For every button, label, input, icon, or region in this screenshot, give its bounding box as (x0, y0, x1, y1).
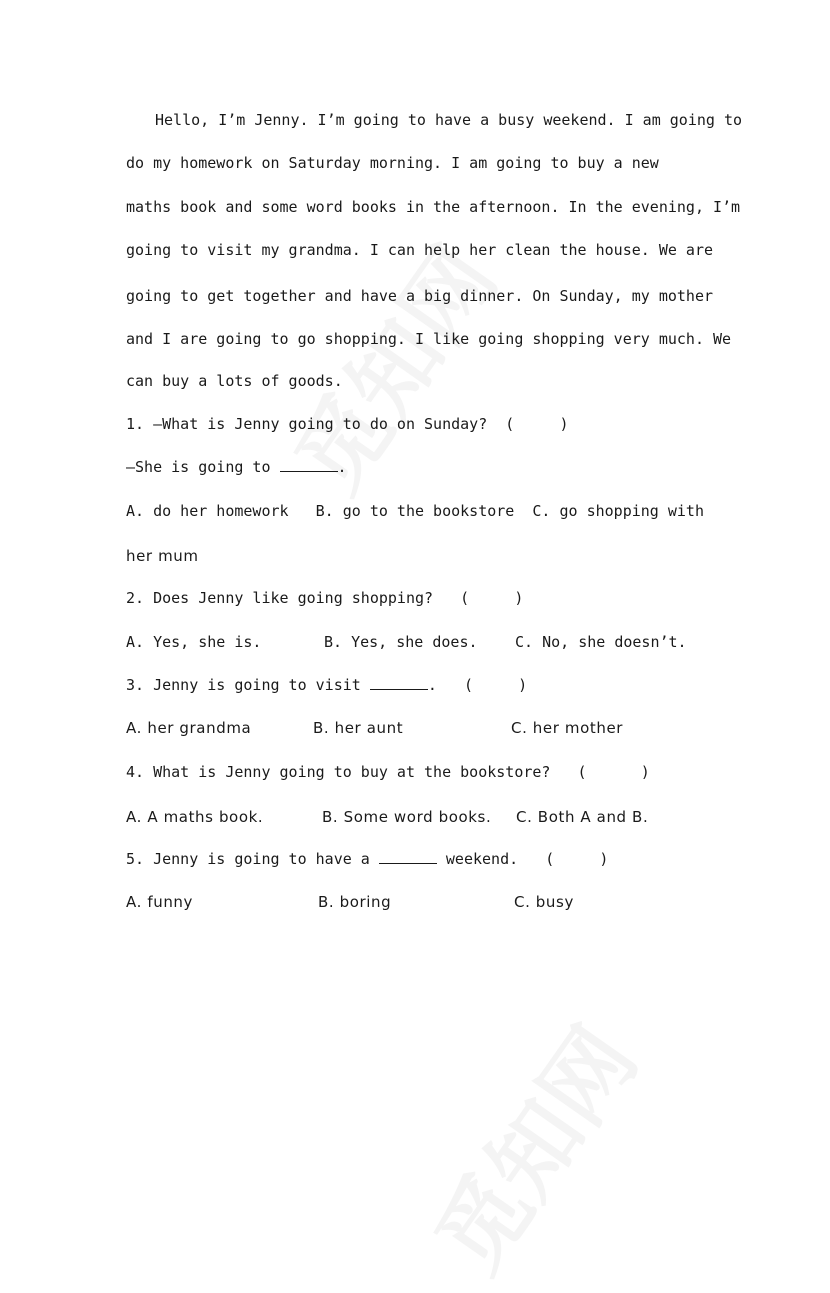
stem-prefix: 5. Jenny is going to have a (126, 850, 379, 868)
passage-line: going to get together and have a big dinner. On Sunday, my mother (126, 287, 713, 305)
option-c: C. her mother (511, 719, 624, 737)
answer-blank[interactable] (379, 849, 437, 864)
stem-suffix: weekend. ( ) (436, 850, 609, 868)
stem-suffix: . ( ) (427, 676, 528, 694)
options-line: A. do her homework B. go to the bookstore C. go shopping with (126, 502, 704, 520)
question-stem: 1. —What is Jenny going to do on Sunday? ( ) (126, 415, 569, 433)
option-a: A. funny (126, 893, 194, 911)
option-c: C. Both A and B. (516, 808, 649, 826)
question-stem (126, 849, 608, 869)
passage-line: do my homework on Saturday morning. I am going to buy a new (126, 154, 659, 172)
option-b: B. Yes, she does. (324, 633, 478, 651)
option-b: B. her aunt (313, 719, 404, 737)
passage-line: Hello, I’m Jenny. I’m going to have a busy weekend. I am going to (155, 111, 742, 129)
option-a: A. A maths book. (126, 808, 264, 826)
question-stem: 2. Does Jenny like going shopping? ( ) (126, 589, 524, 607)
option-a: A. Yes, she is. (126, 633, 262, 651)
answer-blank[interactable] (280, 457, 338, 472)
option-b: B. Some word books. (322, 808, 492, 826)
options-line-continued: her mum (126, 547, 199, 565)
stem-prefix: 3. Jenny is going to visit (126, 676, 370, 694)
passage-line: going to visit my grandma. I can help her clean the house. We are (126, 241, 713, 259)
passage-line: can buy a lots of goods. (126, 372, 343, 390)
passage-line: maths book and some word books in the afternoon. In the evening, I’m (126, 198, 741, 216)
passage-line: and I are going to go shopping. I like going shopping very much. We (126, 330, 732, 348)
question-stem (126, 675, 527, 695)
option-c: C. No, she doesn’t. (515, 633, 687, 651)
option-b: B. boring (318, 893, 392, 911)
answer-blank[interactable] (370, 675, 428, 690)
watermark-bottom (399, 997, 660, 1293)
option-c: C. busy (514, 893, 574, 911)
answer-suffix: . (337, 458, 347, 476)
question-stem: 4. What is Jenny going to buy at the bookstore? ( ) (126, 763, 650, 781)
answer-prefix: —She is going to (126, 458, 280, 476)
question-answer-line (126, 457, 347, 477)
option-a: A. her grandma (126, 719, 252, 737)
